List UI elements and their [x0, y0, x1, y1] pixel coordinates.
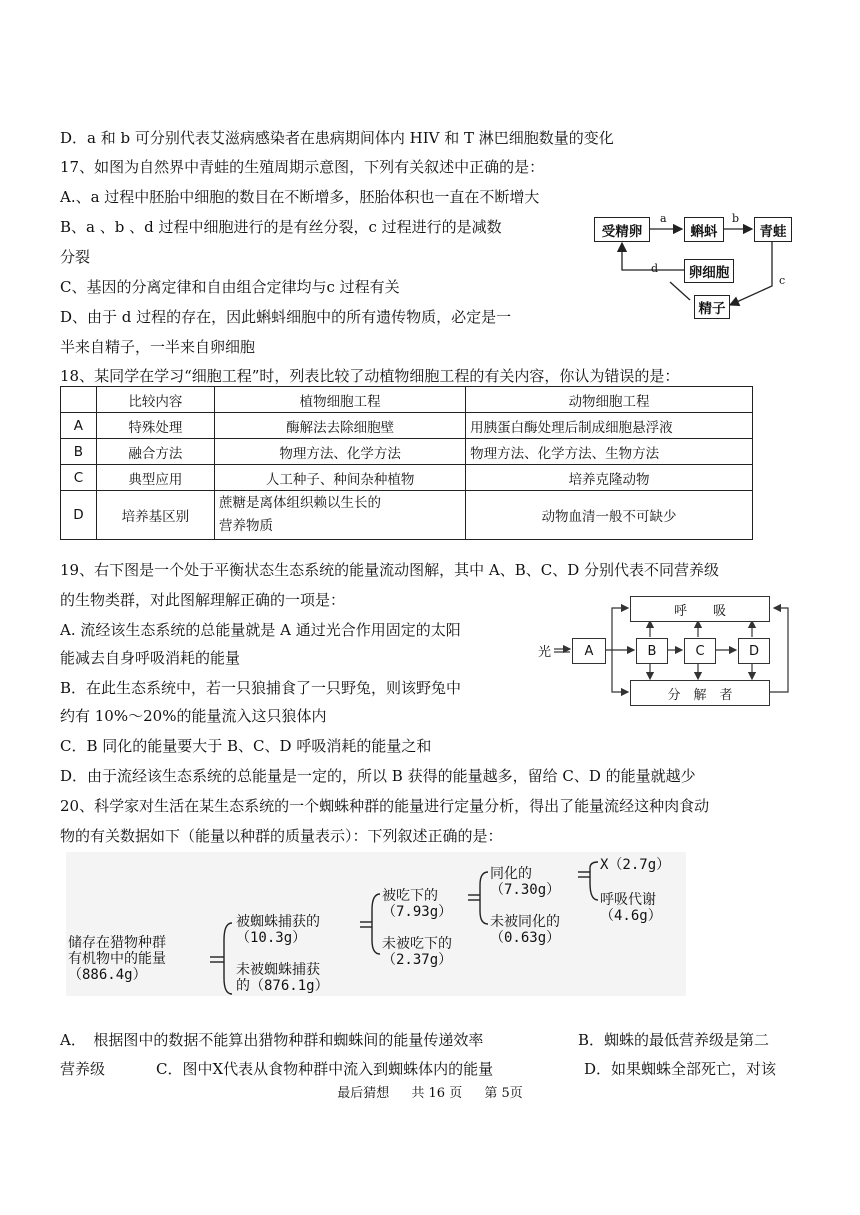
- respiration-node: [600, 892, 662, 924]
- q19-stem-line2: 的生物类群，对此图解理解正确的一项是：: [60, 591, 346, 609]
- eaten-line1: 被吃下的: [382, 888, 438, 904]
- q17-option-a: A.、a 过程中胚胎中细胞的数目在不断增多，胚胎体积也一直在不断增大: [60, 188, 540, 206]
- header-cell: 比较内容: [96, 387, 214, 413]
- not-caught-node: [236, 962, 329, 994]
- root-line1: 储存在猎物种群: [68, 935, 166, 951]
- row-letter: D: [61, 491, 97, 540]
- node-a-box: A: [572, 638, 606, 664]
- label-b: b: [732, 212, 740, 225]
- caught-line1: 被蜘蛛捕获的: [236, 914, 320, 930]
- not-caught-line1: 未被蜘蛛捕获: [236, 962, 320, 978]
- q19-option-a-line2: 能减去自身呼吸消耗的能量: [60, 649, 241, 667]
- header-cell: 植物细胞工程: [215, 387, 466, 413]
- q19-option-b-line2: 约有 10%～20%的能量流入这只狼体内: [60, 707, 327, 725]
- tadpole-box: 蝌蚪: [684, 217, 724, 242]
- q16-option-d: D．a 和 b 可分别代表艾滋病感染者在患病期间体内 HIV 和 T 淋巴细胞数量的变化: [60, 129, 614, 147]
- q19-option-a-line1: A. 流经该生态系统的总能量就是 A 通过光合作用固定的太阳: [60, 621, 461, 639]
- q20-option-c: C．图中Ⅹ代表从食物种群中流入到蜘蛛体内的能量: [156, 1060, 494, 1078]
- q17-option-c: C、基因的分离定律和自由组合定律均与c 过程有关: [60, 278, 400, 296]
- row-animal: 用胰蛋白酶处理后制成细胞悬浮液: [466, 413, 753, 439]
- not-eaten-line1: 未被吃下的: [382, 936, 452, 952]
- q17-option-b-line1: B、a 、b 、d 过程中细胞进行的是有丝分裂，c 过程进行的是减数: [60, 218, 502, 236]
- q20-option-a: A． 根据图中的数据不能算出猎物种群和蜘蛛间的能量传递效率: [60, 1031, 484, 1049]
- q20-option-b: B．蜘蛛的最低营养级是第二: [578, 1031, 770, 1049]
- row-plant: 酶解法去除细胞壁: [215, 413, 466, 439]
- row-plant: 人工种子、种间杂种植物: [215, 465, 466, 491]
- q17-option-b-line2: 分裂: [60, 248, 91, 266]
- footer-page-number: 第 5页: [484, 1086, 523, 1101]
- q17-option-d-line1: D、由于 d 过程的存在，因此蝌蚪细胞中的所有遗传物质，必定是一: [60, 308, 512, 326]
- root-line2: 有机物中的能量: [68, 951, 166, 967]
- q19-option-d: D．由于流经该生态系统的总能量是一定的，所以 B 获得的能量越多，留给 C、D 的能量就越少: [60, 767, 696, 785]
- row-letter: B: [61, 439, 97, 465]
- fertilized-egg-box: 受精卵: [594, 217, 650, 242]
- q20-option-b-cont: 营养级: [60, 1060, 106, 1078]
- caught-node: [236, 914, 320, 946]
- sperm-box: 精子: [694, 295, 730, 319]
- not-eaten-node: [382, 936, 452, 968]
- x-node: X（2.7g）: [600, 857, 671, 873]
- row-item: 特殊处理: [96, 413, 214, 439]
- q19-stem-line1: 19、右下图是一个处于平衡状态生态系统的能量流动图解，其中 A、B、C、D 分别代表不同营养级: [60, 561, 719, 579]
- node-c-box: C: [684, 638, 716, 664]
- eaten-node: [382, 888, 452, 920]
- egg-cell-box: 卵细胞: [684, 259, 734, 283]
- row-animal: 培养克隆动物: [466, 465, 753, 491]
- row-animal: 动物血清一般不可缺少: [466, 491, 753, 540]
- row-letter: A: [61, 413, 97, 439]
- assimilated-line1: 同化的: [490, 866, 532, 882]
- assimilated-line2: （7.30g）: [490, 882, 561, 898]
- q20-stem-line1: 20、科学家对生活在某生态系统的一个蜘蛛种群的能量进行定量分析，得出了能量流经这种肉食动: [60, 797, 710, 815]
- assimilated-node: [490, 866, 560, 898]
- row-plant-line2: 营养物质: [219, 518, 274, 534]
- root-node: [68, 935, 166, 983]
- q19-option-b-line1: B．在此生态系统中，若一只狼捕食了一只野兔，则该野兔中: [60, 679, 462, 697]
- row-letter: C: [61, 465, 97, 491]
- caught-line2: （10.3g）: [236, 930, 307, 946]
- q20-option-d: D．如果蜘蛛全部死亡，对该: [584, 1060, 777, 1078]
- not-caught-line2: 的（876.1g）: [236, 978, 329, 994]
- header-cell: 动物细胞工程: [466, 387, 753, 413]
- node-d-box: D: [738, 638, 770, 664]
- page-footer: [0, 1082, 860, 1101]
- label-c: c: [779, 274, 786, 287]
- respiration-line1: 呼吸代谢: [600, 892, 656, 908]
- frog-box: 青蛙: [754, 217, 792, 242]
- decomposer-box: 分 解 者: [630, 680, 770, 706]
- row-plant: 物理方法、化学方法: [215, 439, 466, 465]
- q17-stem: 17、如图为自然界中青蛙的生殖周期示意图，下列有关叙述中正确的是：: [60, 158, 545, 176]
- not-assimilated-line1: 未被同化的: [490, 914, 560, 930]
- not-assimilated-line2: （0.63g）: [490, 930, 561, 946]
- not-eaten-line2: （2.37g）: [382, 952, 453, 968]
- light-label: 光: [538, 645, 552, 660]
- row-plant-line1: 蔗糖是离体组织赖以生长的: [219, 495, 382, 511]
- eaten-line2: （7.93g）: [382, 904, 453, 920]
- root-line3: （886.4g）: [68, 967, 147, 983]
- q18-stem: 18、某同学在学习“细胞工程”时，列表比较了动植物细胞工程的有关内容，你认为错误的是：: [60, 367, 680, 385]
- q20-stem-line2: 物的有关数据如下（能量以种群的质量表示）：下列叙述正确的是：: [60, 827, 503, 845]
- respiration-line2: （4.6g）: [600, 908, 662, 924]
- q19-option-c: C．B 同化的能量要大于 B、C、D 呼吸消耗的能量之和: [60, 737, 432, 755]
- node-b-box: B: [636, 638, 668, 664]
- label-a: a: [660, 212, 667, 225]
- q17-option-d-line2: 半来自精子，一半来自卵细胞: [60, 338, 256, 356]
- row-item: 培养基区别: [96, 491, 214, 540]
- not-assimilated-node: [490, 914, 560, 946]
- row-animal: 物理方法、化学方法、生物方法: [466, 439, 753, 465]
- label-d: d: [651, 262, 659, 275]
- footer-title: 最后猜想: [337, 1086, 390, 1101]
- row-item: 融合方法: [96, 439, 214, 465]
- respiration-box: 呼 吸: [630, 596, 770, 622]
- footer-total-pages: 共 16 页: [411, 1086, 463, 1101]
- row-item: 典型应用: [96, 465, 214, 491]
